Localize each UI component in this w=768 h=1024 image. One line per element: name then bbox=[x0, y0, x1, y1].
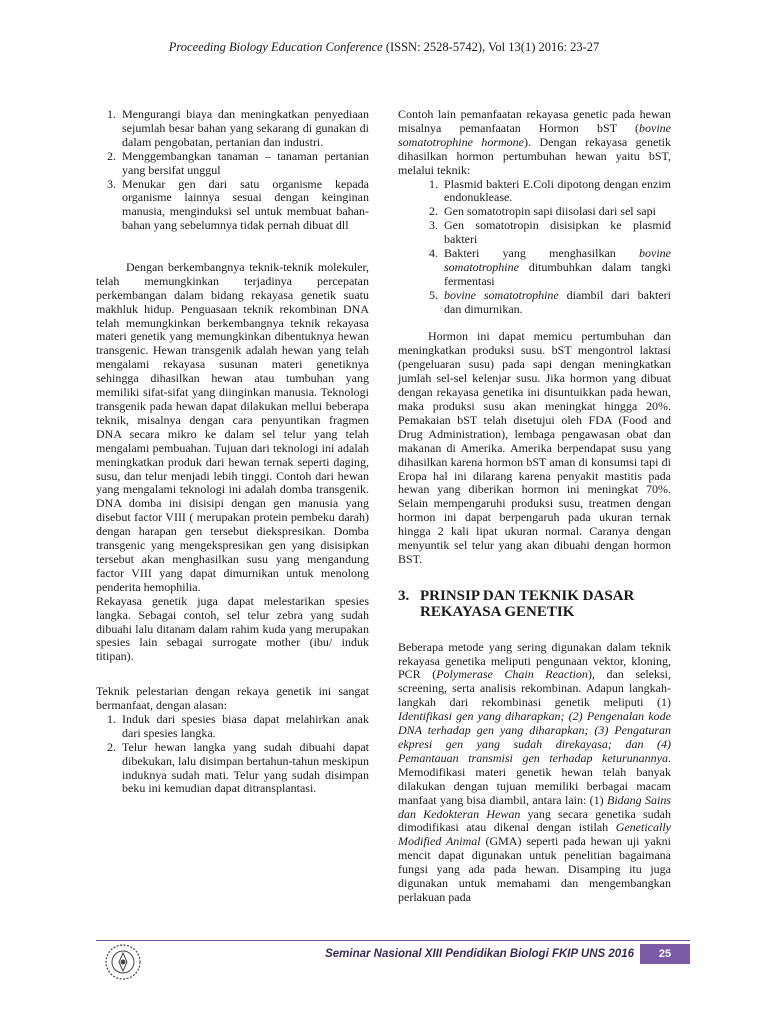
footer-divider bbox=[96, 940, 690, 941]
section-title-line1: PRINSIP DAN TEKNIK DASAR bbox=[420, 587, 635, 604]
paragraph-conservation: Rekayasa genetik juga dapat melestarikan spesies langka. Sebagai contoh, sel telur zebra yang sudah dibuahi lalu ditanam dalam rahim kuda yang merupakan spesies lain sebagai surrogate mother (ibu/ induk titipan). bbox=[96, 593, 369, 664]
list-text: diambil dari bakteri dan dimurnikan. bbox=[444, 287, 671, 316]
list-text: Bakteri yang menghasilkan bbox=[444, 246, 639, 261]
benefits-list bbox=[96, 108, 369, 233]
text-span: Beberapa metode yang sering digunakan dalam teknik rekayasa genetika meliputi pengunaan vektor, kloning, PCR ( bbox=[398, 639, 671, 682]
paragraph-transgenic: Dengan berkembangnya teknik-teknik molekuler, telah memungkinkan terjadinya percepatan perkembangan dalam bidang rekayasa genetik suatu makhluk hidup. Penguasaan teknik rekombinan DNA telah memungkinkan berkembangnya teknik rekayasa materi genetik yang memungkinkan dibentuknya hewan transgenic. Hewan transgenik adalah hewan yang telah mengalami rekayasa susunan materi genetiknya sehingga dihasilkan hewan atau tumbuhan yang memiliki sifat-sifat yang diinginkan manusia. Teknologi transgenik pada hewan dapat dilakukan mellui beberapa teknik, misalnya dengan cara penyuntikan fragmen DNA secara mikro ke dalam sel telur yang telah mengalami pembuahan. Tujuan dari teknologi ini adalah meningkatkan produk dari hewan ternak seperti daging, susu, dan telur menjadi lebih tinggi. Contoh dari hewan yang mengalami teknologi ini adalah domba transgenik. DNA domba ini disisipi dengan gen manusia yang disebut factor VIII ( merupakan protein pembeku darah) dengan harapan gen tersebut diekspresikan. Domba transgenic yang mengekspresikan gen yang disisipkan tersebut akan menghasilkan susu yang mengandung factor VIII yang dapat dimurnikan untuk menolong penderita hemophilia. bbox=[96, 259, 369, 594]
section-title-line2: REKAYASA GENETIK bbox=[420, 603, 575, 620]
footer-seminar-name: Seminar Nasional XIII Pendidikan Biologi FKIP UNS 2016 bbox=[325, 948, 634, 960]
list-item bbox=[418, 247, 671, 289]
list-number: 3. bbox=[429, 218, 438, 233]
italic-term: bovine somatotrophine bbox=[444, 287, 559, 302]
list-text: Menggembangkan tanaman – tanaman pertanian yang bersifat unggul bbox=[122, 148, 369, 177]
text-span: Contoh lain pemanfaatan rekayasa genetic pada hewan misalnya pemanfaatan Hormon bST ( bbox=[398, 107, 671, 135]
list-item bbox=[96, 178, 369, 234]
running-header bbox=[0, 40, 768, 55]
paragraph-bst-intro bbox=[398, 108, 671, 178]
list-item bbox=[96, 150, 369, 178]
list-number: 4. bbox=[429, 246, 438, 261]
list-text: Induk dari spesies biasa dapat melahirkan anak dari spesies langka. bbox=[122, 711, 369, 740]
italic-term: bovine somatotrophine bbox=[444, 246, 671, 274]
text-span: ). Dengan rekayasa genetik dihasilkan hormon pertumbuhan hewan yaitu bST, melalui teknik: bbox=[398, 134, 671, 177]
list-number: 2. bbox=[429, 204, 438, 219]
list-number: 5. bbox=[429, 287, 438, 302]
list-item bbox=[418, 289, 671, 317]
list-text: Telur hewan langka yang sudah dibuahi dapat dibekukan, lalu disimpan bertahun-tahun meskipun induknya sudah mati. Telur yang sudah disimpan beku ini kemudian dapat ditransplantasi. bbox=[122, 739, 369, 796]
list-text: Menukar gen dari satu organisme kepada organisme lainnya sesuai dengan keinginan manusia, menginduksi sel untuk membuat bahan-bahan yang sebelumnya tidak pernah dibuat dll bbox=[122, 176, 369, 233]
text-span: yang secara genetika sudah dimodifikasi atau dikenal dengan istilah bbox=[398, 806, 671, 835]
list-number: 3. bbox=[107, 176, 116, 191]
list-text: Gen somatotropin sapi diisolasi dari sel sapi bbox=[444, 204, 656, 219]
journal-issn: (ISSN: 2528-5742), Vol 13(1) 2016: 23-27 bbox=[382, 40, 600, 54]
paragraph-hormone: Hormon ini dapat memicu pertumbuhan dan meningkatkan produksi susu. bST mengontrol laktasi (pengeluaran susu) pada sapi dengan meningkatkan jumlah sel-sel kelenjar susu. Jika hormon yang dibuat dengan rekayasa genetika ini disuntuikkan pada hewan, maka produksi susu akan meningkat hingga 20%. Pemakaian bST telah disetujui oleh FDA (Food and Drug Administration), lembaga pengawasan obat dan makanan di Amerika. Amerika berpendapat susu yang dihasilkan karena hormon bST aman di konsumsi tapi di Eropa hal ini dilarang karena penyakit mastitis pada hewan yang diberikan hormon ini meningkat 70%. Selain mempengaruhi produksi susu, treatmen dengan hormon ini dapat berpengaruh pada ukuran ternak hingga 2 kali lipat ukuran normal. Caranya dengan menyuntik sel telur yang akan dibuahi dengan hormon BST. bbox=[398, 329, 671, 566]
list-number: 1. bbox=[107, 107, 116, 121]
text-span: ), dan seleksi, screening, serta analisis rekombinan. Adapun langkah-langkah dari rekombinasi genetik meliputi (1) bbox=[398, 667, 671, 710]
university-logo-icon bbox=[103, 942, 143, 982]
section-number: 3. bbox=[398, 587, 410, 604]
italic-term: Genetically Modified Animal bbox=[398, 820, 671, 849]
text-span: (GMA) seperti pada hewan uji yakni mencit dapat digunakan untuk penelitian bagaimana fungsi yang ada pada hewan. Disamping itu juga digunakan untuk memahami dan mengembangkan perlakuan pada bbox=[398, 834, 671, 904]
reasons-list bbox=[96, 713, 369, 796]
list-item bbox=[418, 219, 671, 247]
paragraph-methods bbox=[398, 641, 671, 905]
bst-steps-list bbox=[398, 178, 671, 317]
list-text: Mengurangi biaya dan meningkatkan penyediaan sejumlah besar bahan yang sekarang di gunakan di dalam pengobatan, pertanian dan industri. bbox=[122, 107, 369, 149]
list-text: Plasmid bakteri E.Coli dipotong dengan enzim endonuklease. bbox=[444, 176, 671, 205]
list-text: Gen somatotropin disisipkan ke plasmid bakteri bbox=[444, 218, 671, 247]
journal-name: Proceeding Biology Education Conference bbox=[168, 40, 383, 54]
text-span: . Memodifikasi materi genetik hewan telah banyak dilakukan dengan tujuan memiliki berbagai macam manfaat yang bisa diambil, antara lain: (1) bbox=[398, 750, 671, 807]
list-item bbox=[96, 713, 369, 741]
list-item bbox=[96, 741, 369, 797]
list-number: 1. bbox=[107, 711, 116, 726]
list-item bbox=[96, 108, 369, 150]
italic-term: Identifikasi gen yang diharapkan; (2) Pengenalan kode DNA terhadap gen yang diharapkan; (3) Pengaturan ekpresi gen yang sudah direkayasa; dan (4) Pemantauan transmisi gen terhadap keturunannya bbox=[398, 709, 671, 765]
right-column bbox=[398, 108, 671, 905]
paragraph-reasons-intro: Teknik pelestarian dengan rekaya genetik ini sangat bermanfaat, dengan alasan: bbox=[96, 684, 369, 713]
list-number: 2. bbox=[107, 739, 116, 754]
left-column bbox=[96, 108, 369, 796]
list-item bbox=[418, 178, 671, 206]
list-text: ditumbuhkan dalam tangki fermentasi bbox=[444, 259, 671, 288]
italic-term: bovine somatotrophine hormone bbox=[398, 120, 671, 149]
page-number: 25 bbox=[640, 944, 690, 964]
list-number: 2. bbox=[107, 148, 116, 163]
list-number: 1. bbox=[429, 176, 438, 191]
italic-term: Polymerase Chain Reaction bbox=[436, 667, 588, 682]
italic-term: Bidang Sains dan Kedokteran Hewan bbox=[398, 792, 671, 821]
list-item bbox=[418, 205, 671, 219]
section-heading bbox=[398, 588, 671, 620]
